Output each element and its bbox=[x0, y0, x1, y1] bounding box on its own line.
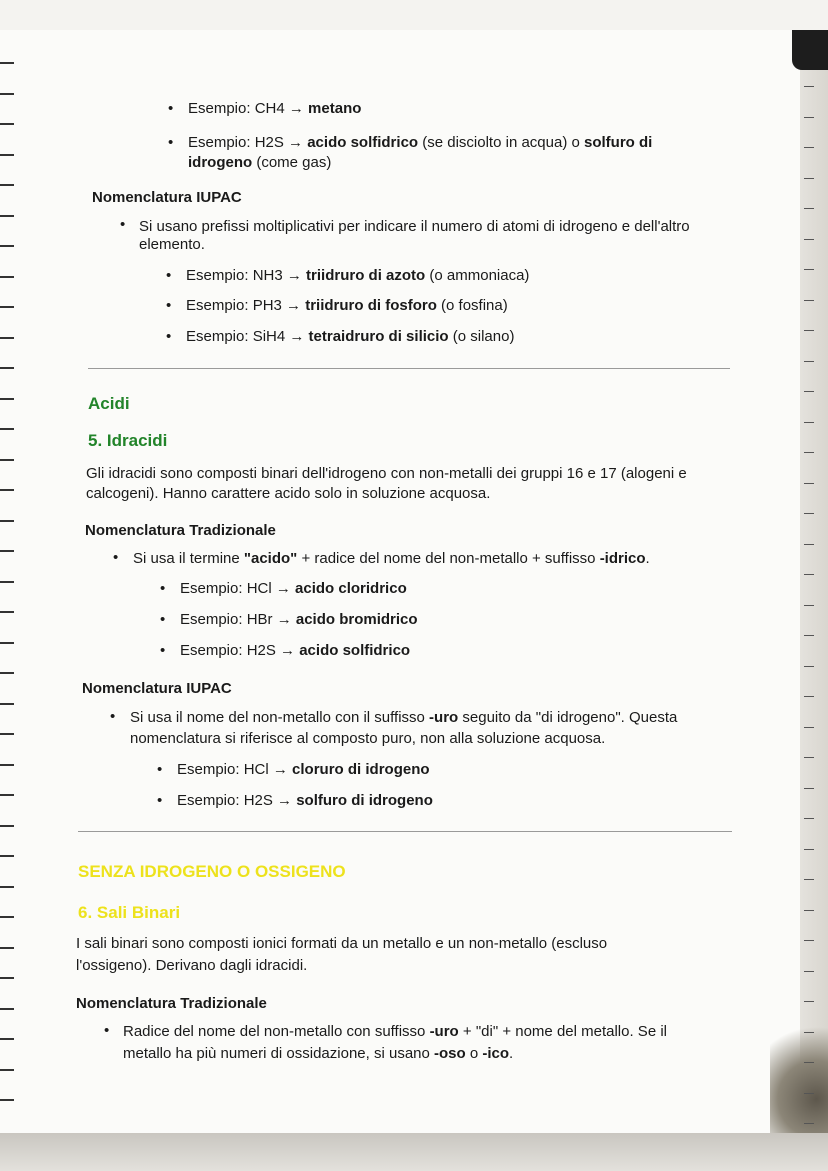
margin-tick-right bbox=[804, 422, 814, 423]
margin-tick-right bbox=[804, 147, 814, 148]
margin-tick-right bbox=[804, 635, 814, 636]
idracidi-intro-line2: calcogeni). Hanno carattere acido solo in soluzione acquosa. bbox=[86, 485, 491, 502]
margin-tick-left bbox=[0, 855, 14, 857]
example-hcl-iupac: Esempio: HCl → cloruro di idrogeno bbox=[177, 761, 430, 778]
margin-tick-right bbox=[804, 1062, 814, 1063]
margin-tick-right bbox=[804, 239, 814, 240]
page-corner-shadow bbox=[792, 30, 828, 70]
bullet-dot: • bbox=[160, 642, 166, 659]
iupac-acidi-line2: nomenclatura si riferisce al composto puro, non alla soluzione acquosa. bbox=[130, 730, 606, 747]
margin-tick-right bbox=[804, 696, 814, 697]
margin-tick-left bbox=[0, 825, 14, 827]
margin-tick-left bbox=[0, 459, 14, 461]
bullet-dot: • bbox=[166, 297, 172, 314]
margin-tick-right bbox=[804, 788, 814, 789]
margin-tick-left bbox=[0, 93, 14, 95]
margin-tick-left bbox=[0, 520, 14, 522]
margin-tick-left bbox=[0, 642, 14, 644]
bullet-dot: • bbox=[168, 134, 174, 151]
margin-tick-left bbox=[0, 916, 14, 918]
margin-tick-left bbox=[0, 886, 14, 888]
iupac-acidi-line1: Si usa il nome del non-metallo con il suffisso -uro seguito da "di idrogeno". Questa bbox=[130, 709, 678, 726]
margin-tick-left bbox=[0, 154, 14, 156]
margin-tick-left bbox=[0, 1008, 14, 1010]
margin-tick-right bbox=[804, 208, 814, 209]
margin-tick-right bbox=[804, 1123, 814, 1124]
sali-bullet-line2: metallo ha più numeri di ossidazione, si usano -oso o -ico. bbox=[123, 1045, 514, 1062]
iupac-heading-acidi: Nomenclatura IUPAC bbox=[82, 680, 232, 697]
margin-tick-right bbox=[804, 727, 814, 728]
sali-intro-line1: I sali binari sono composti ionici formati da un metallo e un non-metallo (escluso bbox=[76, 935, 608, 952]
page-corner-shadow bbox=[770, 1015, 828, 1135]
margin-tick-right bbox=[804, 300, 814, 301]
background-surface bbox=[0, 1133, 828, 1171]
section-title-senza: SENZA IDROGENO O OSSIGENO bbox=[78, 862, 346, 881]
bullet-dot: • bbox=[166, 328, 172, 345]
margin-tick-left bbox=[0, 489, 14, 491]
example-ch4: Esempio: CH4 → metano bbox=[188, 100, 362, 117]
margin-tick-left bbox=[0, 398, 14, 400]
subsection-title-idracidi: 5. Idracidi bbox=[88, 431, 168, 450]
margin-tick-right bbox=[804, 269, 814, 270]
bullet-dot: • bbox=[113, 549, 119, 566]
margin-tick-left bbox=[0, 62, 14, 64]
margin-tick-right bbox=[804, 178, 814, 179]
margin-tick-left bbox=[0, 947, 14, 949]
margin-tick-right bbox=[804, 1032, 814, 1033]
iupac-bullet-line1: Si usano prefissi moltiplicativi per indicare il numero di atomi di idrogeno e dell'altro bbox=[139, 218, 690, 235]
section-divider bbox=[78, 831, 732, 832]
margin-tick-left bbox=[0, 581, 14, 583]
margin-tick-left bbox=[0, 550, 14, 552]
margin-tick-left bbox=[0, 977, 14, 979]
bullet-dot: • bbox=[160, 580, 166, 597]
margin-tick-left bbox=[0, 672, 14, 674]
example-ph3: Esempio: PH3 → triidruro di fosforo (o fosfina) bbox=[186, 297, 508, 314]
margin-tick-right bbox=[804, 666, 814, 667]
margin-tick-right bbox=[804, 849, 814, 850]
margin-tick-right bbox=[804, 330, 814, 331]
trad-bullet: Si usa il termine "acido" + radice del nome del non-metallo + suffisso -idrico. bbox=[133, 550, 650, 567]
bullet-dot: • bbox=[160, 611, 166, 628]
margin-tick-left bbox=[0, 703, 14, 705]
margin-tick-left bbox=[0, 306, 14, 308]
margin-tick-right bbox=[804, 971, 814, 972]
example-nh3: Esempio: NH3 → triidruro di azoto (o ammoniaca) bbox=[186, 267, 530, 284]
example-h2s-line2: idrogeno (come gas) bbox=[188, 154, 332, 171]
margin-tick-right bbox=[804, 86, 814, 87]
trad-heading-sali: Nomenclatura Tradizionale bbox=[76, 995, 267, 1012]
margin-tick-right bbox=[804, 1001, 814, 1002]
example-hbr-acido: Esempio: HBr → acido bromidrico bbox=[180, 611, 418, 628]
margin-tick-left bbox=[0, 123, 14, 125]
margin-tick-right bbox=[804, 544, 814, 545]
section-title-acidi: Acidi bbox=[88, 394, 130, 413]
sali-intro-line2: l'ossigeno). Derivano dagli idracidi. bbox=[76, 957, 308, 974]
margin-tick-right bbox=[804, 361, 814, 362]
margin-tick-right bbox=[804, 757, 814, 758]
margin-tick-right bbox=[804, 940, 814, 941]
margin-tick-left bbox=[0, 337, 14, 339]
example-h2s-acido: Esempio: H2S → acido solfidrico bbox=[180, 642, 411, 659]
margin-tick-left bbox=[0, 611, 14, 613]
margin-tick-left bbox=[0, 428, 14, 430]
margin-tick-right bbox=[804, 879, 814, 880]
margin-tick-left bbox=[0, 1038, 14, 1040]
margin-tick-right bbox=[804, 910, 814, 911]
margin-tick-left bbox=[0, 1069, 14, 1071]
margin-tick-left bbox=[0, 367, 14, 369]
example-hcl-acido: Esempio: HCl → acido cloridrico bbox=[180, 580, 407, 597]
iupac-bullet-line2: elemento. bbox=[139, 236, 205, 253]
bullet-dot: • bbox=[157, 792, 163, 809]
margin-tick-right bbox=[804, 513, 814, 514]
margin-tick-right bbox=[804, 818, 814, 819]
example-h2s: Esempio: H2S → acido solfidrico (se disciolto in acqua) o solfuro di bbox=[188, 134, 653, 151]
subsection-title-sali: 6. Sali Binari bbox=[78, 903, 181, 922]
margin-tick-left bbox=[0, 215, 14, 217]
example-sih4: Esempio: SiH4 → tetraidruro di silicio (o silano) bbox=[186, 328, 515, 345]
bullet-dot: • bbox=[157, 761, 163, 778]
margin-tick-left bbox=[0, 733, 14, 735]
page-edge bbox=[800, 32, 828, 1132]
margin-tick-left bbox=[0, 245, 14, 247]
bullet-dot: • bbox=[104, 1022, 110, 1039]
bullet-dot: • bbox=[166, 267, 172, 284]
bullet-dot: • bbox=[120, 216, 126, 233]
iupac-heading: Nomenclatura IUPAC bbox=[92, 189, 242, 206]
sali-bullet-line1: Radice del nome del non-metallo con suffisso -uro + "di" + nome del metallo. Se il bbox=[123, 1023, 667, 1040]
trad-heading: Nomenclatura Tradizionale bbox=[85, 522, 276, 539]
example-h2s-iupac: Esempio: H2S → solfuro di idrogeno bbox=[177, 792, 433, 809]
margin-tick-right bbox=[804, 452, 814, 453]
margin-tick-right bbox=[804, 605, 814, 606]
margin-tick-right bbox=[804, 391, 814, 392]
margin-tick-right bbox=[804, 117, 814, 118]
margin-tick-right bbox=[804, 574, 814, 575]
margin-tick-left bbox=[0, 794, 14, 796]
section-divider bbox=[88, 368, 730, 369]
margin-tick-right bbox=[804, 483, 814, 484]
bullet-dot: • bbox=[110, 708, 116, 725]
margin-tick-left bbox=[0, 184, 14, 186]
margin-tick-left bbox=[0, 764, 14, 766]
margin-tick-left bbox=[0, 1099, 14, 1101]
idracidi-intro-line1: Gli idracidi sono composti binari dell'idrogeno con non-metalli dei gruppi 16 e 17 (alogeni e bbox=[86, 465, 687, 482]
margin-tick-left bbox=[0, 276, 14, 278]
bullet-dot: • bbox=[168, 100, 174, 117]
margin-tick-right bbox=[804, 1093, 814, 1094]
